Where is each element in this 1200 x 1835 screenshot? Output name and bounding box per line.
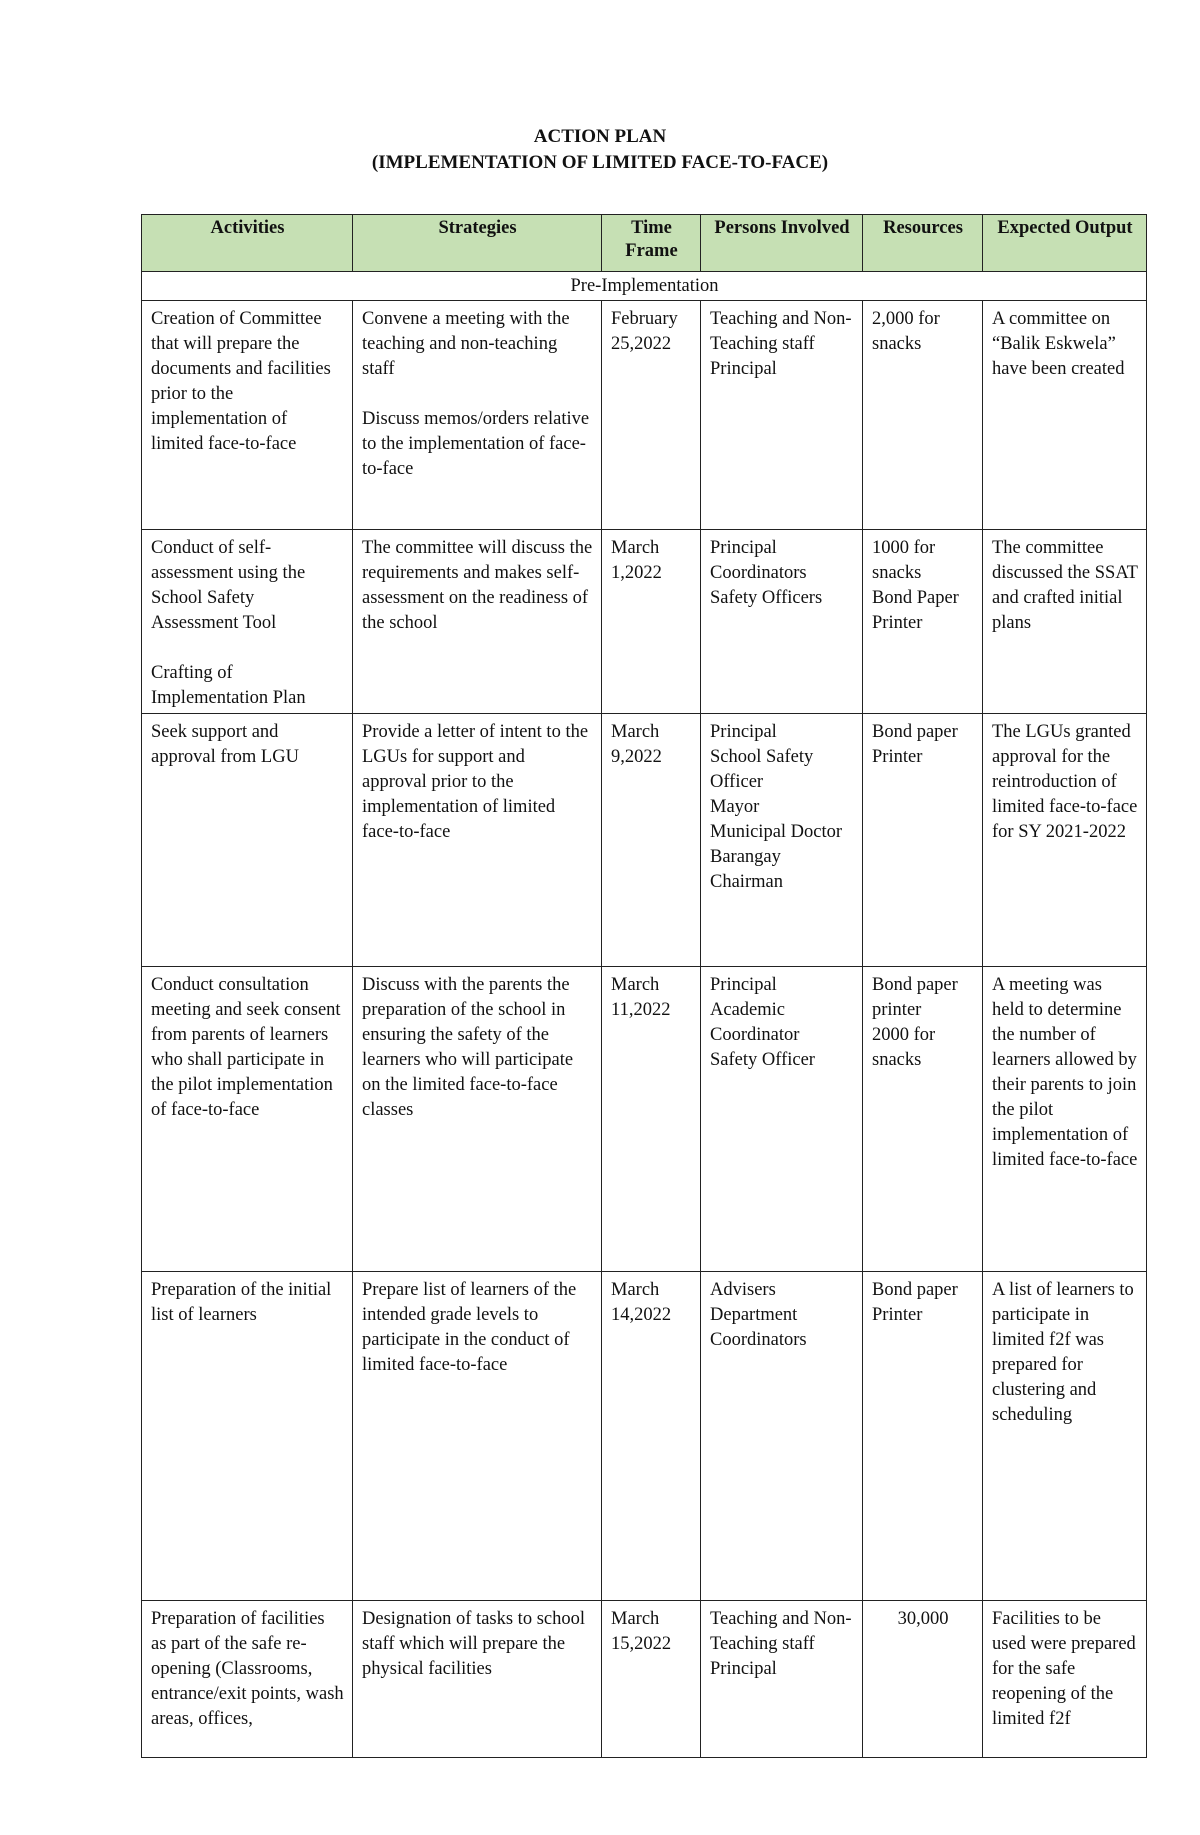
header-expected-output: Expected Output	[983, 215, 1147, 272]
header-persons-involved: Persons Involved	[701, 215, 863, 272]
table-row	[142, 1601, 1147, 1758]
cell-activities: Conduct consultation meeting and seek consent from parents of learners who shall participate in the pilot implementation of face-to-face	[142, 967, 353, 1272]
cell-persons: Principal Coordinators Safety Officers	[701, 530, 863, 714]
section-row	[142, 272, 1147, 301]
cell-time-frame: March 14,2022	[602, 1272, 701, 1601]
cell-persons: Principal School Safety Officer Mayor Municipal Doctor Barangay Chairman	[701, 714, 863, 967]
cell-activities: Preparation of facilities as part of the safe re-opening (Classrooms, entrance/exit points, wash areas, offices,	[142, 1601, 353, 1758]
action-plan-table	[141, 214, 1147, 1758]
table-row	[142, 967, 1147, 1272]
cell-output: The LGUs granted approval for the reintroduction of limited face-to-face for SY 2021-2022	[983, 714, 1147, 967]
table-row	[142, 301, 1147, 530]
cell-strategies: The committee will discuss the requirements and makes self-assessment on the readiness of the school	[353, 530, 602, 714]
cell-output: The committee discussed the SSAT and crafted initial plans	[983, 530, 1147, 714]
cell-resources: 2,000 for snacks	[863, 301, 983, 530]
header-resources: Resources	[863, 215, 983, 272]
cell-strategies: Prepare list of learners of the intended grade levels to participate in the conduct of limited face-to-face	[353, 1272, 602, 1601]
table-row	[142, 714, 1147, 967]
cell-strategies: Provide a letter of intent to the LGUs for support and approval prior to the implementation of limited face-to-face	[353, 714, 602, 967]
header-strategies: Strategies	[353, 215, 602, 272]
section-label: Pre-Implementation	[142, 272, 1147, 301]
document-subtitle: (IMPLEMENTATION OF LIMITED FACE-TO-FACE)	[371, 152, 829, 173]
cell-activities: Seek support and approval from LGU	[142, 714, 353, 967]
header-activities: Activities	[142, 215, 353, 272]
cell-time-frame: March 15,2022	[602, 1601, 701, 1758]
cell-strategies: Discuss with the parents the preparation of the school in ensuring the safety of the learners who will participate on the limited face-to-face classes	[353, 967, 602, 1272]
cell-time-frame: February 25,2022	[602, 301, 701, 530]
header-time-frame: Time Frame	[602, 215, 701, 272]
cell-strategies: Designation of tasks to school staff which will prepare the physical facilities	[353, 1601, 602, 1758]
cell-time-frame: March 9,2022	[602, 714, 701, 967]
cell-activities: Preparation of the initial list of learners	[142, 1272, 353, 1601]
cell-persons: Teaching and Non-Teaching staff Principal	[701, 1601, 863, 1758]
cell-persons: Advisers Department Coordinators	[701, 1272, 863, 1601]
cell-resources: Bond paper Printer	[863, 714, 983, 967]
table-header-row	[142, 215, 1147, 272]
page-title	[0, 124, 1200, 176]
cell-resources: Bond paper Printer	[863, 1272, 983, 1601]
cell-time-frame: March 11,2022	[602, 967, 701, 1272]
cell-output: A list of learners to participate in limited f2f was prepared for clustering and scheduling	[983, 1272, 1147, 1601]
cell-resources: Bond paper printer 2000 for snacks	[863, 967, 983, 1272]
cell-activities: Conduct of self-assessment using the School Safety Assessment Tool Crafting of Implementation Plan	[142, 530, 353, 714]
cell-activities: Creation of Committee that will prepare the documents and facilities prior to the implementation of limited face-to-face	[142, 301, 353, 530]
cell-output: A meeting was held to determine the number of learners allowed by their parents to join the pilot implementation of limited face-to-face	[983, 967, 1147, 1272]
table-row	[142, 1272, 1147, 1601]
document-title: ACTION PLAN	[533, 126, 667, 147]
cell-resources: 1000 for snacks Bond Paper Printer	[863, 530, 983, 714]
cell-persons: Teaching and Non-Teaching staff Principal	[701, 301, 863, 530]
cell-resources: 30,000	[863, 1601, 983, 1758]
cell-time-frame: March 1,2022	[602, 530, 701, 714]
cell-persons: Principal Academic Coordinator Safety Officer	[701, 967, 863, 1272]
table-row	[142, 530, 1147, 714]
cell-strategies: Convene a meeting with the teaching and non-teaching staff Discuss memos/orders relative to the implementation of face-to-face	[353, 301, 602, 530]
cell-output: A committee on “Balik Eskwela” have been created	[983, 301, 1147, 530]
cell-output: Facilities to be used were prepared for the safe reopening of the limited f2f	[983, 1601, 1147, 1758]
